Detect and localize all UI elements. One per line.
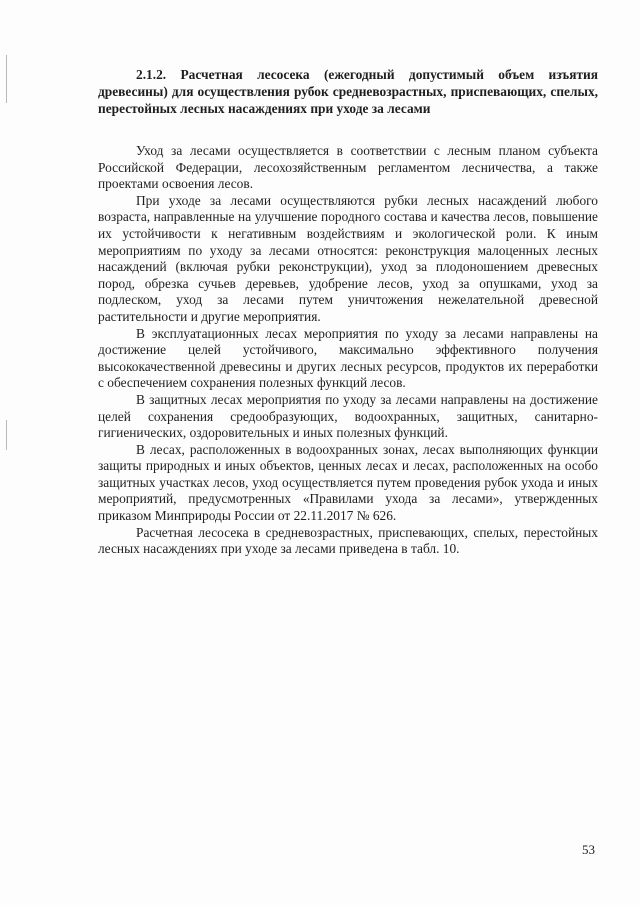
paragraph: В лесах, расположенных в водоохранных зонах, лесах выполняющих функции защиты природных и иных объектов, ценных лесах и лесах, расположенных на особо защитных участках лесов, уход осуществляется путем проведения рубок ухода и иных мероприятий, предусмотренных «Правилами ухода за лесами», утвержденных приказом Минприроды России от 22.11.2017 № 626. (98, 441, 598, 524)
scan-artifact-line (6, 55, 7, 103)
section-heading: 2.1.2. Расчетная лесосека (ежегодный допустимый объем изъятия древесины) для осуществления рубок средневозрастных, приспевающих, спелых, перестойных лесных насаждениях при уходе за лесами (98, 67, 598, 116)
paragraph: Уход за лесами осуществляется в соответствии с лесным планом субъекта Российской Федерации, лесохозяйственным регламентом лесничества, а также проектами освоения лесов. (98, 143, 598, 192)
paragraph: В защитных лесах мероприятия по уходу за лесами направлены на достижение целей сохранения средообразующих, водоохранных, защитных, санитарно-гигиенических, оздоровительных и иных полезных функций. (98, 391, 598, 441)
scan-artifact-line (6, 420, 7, 450)
paragraph: Расчетная лесосека в средневозрастных, приспевающих, спелых, перестойных лесных насаждениях при уходе за лесами приведена в табл. 10. (98, 524, 598, 557)
page-number: 53 (582, 842, 595, 857)
paragraph: При уходе за лесами осуществляются рубки лесных насаждений любого возраста, направленные на улучшение породного состава и качества лесов, повышение их устойчивости к негативным воздействиям и экологической роли. К иным мероприятиям по уходу за лесами относятся: реконструкция малоценных лесных насаждений (включая рубки реконструкции), уход за плодоношением древесных пород, обрезка сучьев деревьев, удобрение лесов, уход за опушками, уход за подлеском, уход за лесами путем уничтожения нежелательной древесной растительности и другие мероприятия. (98, 192, 598, 324)
paragraph: В эксплуатационных лесах мероприятия по уходу за лесами направлены на достижение целей устойчивого, максимально эффективного получения высококачественной древесины и других лесных ресурсов, продуктов их переработки с обеспечением сохранения полезных функций лесов. (98, 325, 598, 391)
document-body (98, 66, 598, 558)
